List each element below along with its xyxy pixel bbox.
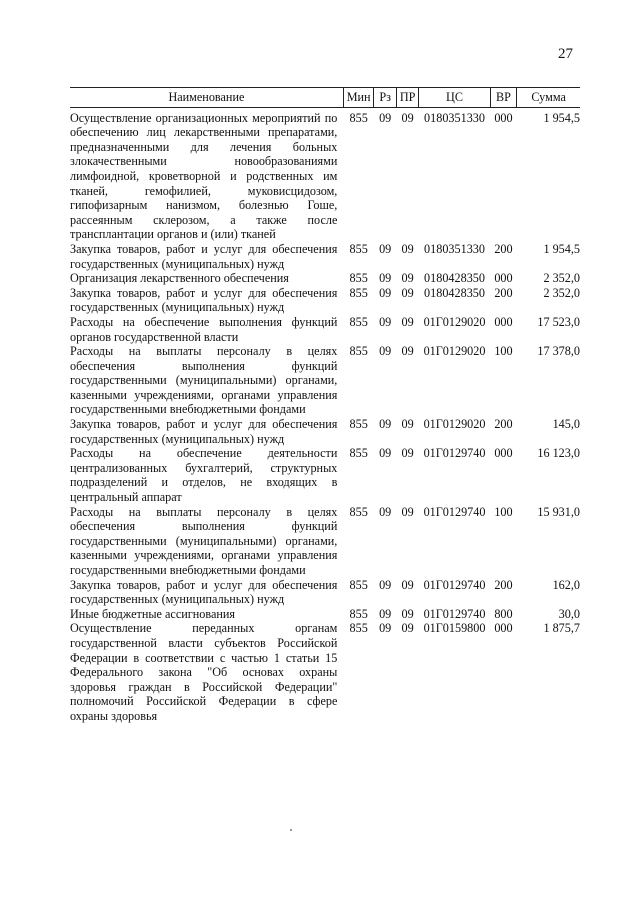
cell-min: 855 bbox=[349, 577, 368, 592]
cell-vr: 100 bbox=[494, 344, 513, 359]
cell-sum: 16 123,0 bbox=[537, 446, 580, 461]
cell-sum: 15 931,0 bbox=[537, 504, 580, 519]
cell-pr: 09 bbox=[401, 606, 414, 621]
cell-sum: 2 352,0 bbox=[543, 271, 580, 286]
cell-vr: 000 bbox=[494, 314, 513, 329]
cell-cs: 0180428350 bbox=[424, 285, 485, 300]
table-row bbox=[70, 446, 580, 504]
cell-sum: 1 954,5 bbox=[543, 110, 580, 125]
table-row bbox=[70, 107, 580, 242]
cell-rz: 09 bbox=[379, 621, 392, 636]
cell-min: 855 bbox=[349, 417, 368, 432]
cell-sum: 145,0 bbox=[552, 417, 580, 432]
cell-name: Расходы на обеспечение выполнения функций органов государственной власти bbox=[70, 314, 338, 344]
cell-pr: 09 bbox=[401, 344, 414, 359]
cell-vr: 200 bbox=[494, 285, 513, 300]
cell-vr: 000 bbox=[494, 110, 513, 125]
table-row bbox=[70, 607, 580, 622]
table-row bbox=[70, 286, 580, 315]
cell-min: 855 bbox=[349, 446, 368, 461]
header-min: Мин bbox=[343, 88, 374, 108]
cell-vr: 100 bbox=[494, 504, 513, 519]
cell-pr: 09 bbox=[401, 621, 414, 636]
cell-name: Закупка товаров, работ и услуг для обеспечения государственных (муниципальных) нужд bbox=[70, 285, 338, 315]
scan-speck bbox=[290, 829, 292, 831]
table-row bbox=[70, 344, 580, 417]
table-header bbox=[70, 88, 580, 108]
cell-sum: 17 378,0 bbox=[537, 344, 580, 359]
cell-sum: 2 352,0 bbox=[543, 285, 580, 300]
cell-name: Осуществление организационных мероприятий по обеспечению лиц лекарственными препаратами, предназначенными для лечения больных злокачественными новообразованиями лимфоидной, кроветворной и родственных им тканей, гемофилией, муковисцидозом, гипофизарным нанизмом, болезнью Гоше, рассеянным склерозом, а также после трансплантации органов и (или) тканей bbox=[70, 110, 338, 242]
cell-vr: 200 bbox=[494, 417, 513, 432]
cell-name: Расходы на выплаты персоналу в целях обеспечения выполнения функций государственными (муниципальными) органами, казенными учреждениями, органами управления государственными внебюджетными фондами bbox=[70, 504, 338, 577]
cell-name: Осуществление переданных органам государственной власти субъектов Российской Федерации в соответствии с частью 1 статьи 15 Федерального закона "Об основах охраны здоровья граждан в Российской Федерации" полномочий Российской Федерации в сфере охраны здоровья bbox=[70, 621, 338, 723]
cell-name: Закупка товаров, работ и услуг для обеспечения государственных (муниципальных) нужд bbox=[70, 417, 338, 446]
cell-min: 855 bbox=[349, 344, 368, 359]
cell-cs: 0180428350 bbox=[424, 271, 485, 286]
cell-pr: 09 bbox=[401, 271, 414, 286]
cell-vr: 000 bbox=[494, 271, 513, 286]
cell-rz: 09 bbox=[379, 271, 392, 286]
cell-cs: 01Г0129740 bbox=[423, 504, 486, 519]
cell-name: Закупка товаров, работ и услуг для обеспечения государственных (муниципальных) нужд bbox=[70, 241, 338, 271]
cell-cs: 01Г0159800 bbox=[423, 621, 486, 636]
cell-pr: 09 bbox=[401, 577, 414, 592]
header-vr: ВР bbox=[490, 88, 517, 108]
cell-cs: 01Г0129020 bbox=[423, 344, 486, 359]
cell-name: Расходы на обеспечение деятельности централизованных бухгалтерий, структурных подразделений и отделов, не входящих в центральный аппарат bbox=[70, 446, 338, 505]
cell-name: Расходы на выплаты персоналу в целях обеспечения выполнения функций государственными (муниципальными) органами, казенными учреждениями, органами управления государственными внебюджетными фондами bbox=[70, 344, 338, 417]
cell-min: 855 bbox=[349, 504, 368, 519]
cell-min: 855 bbox=[349, 241, 368, 256]
cell-sum: 17 523,0 bbox=[537, 314, 580, 329]
cell-sum: 162,0 bbox=[552, 577, 580, 592]
cell-pr: 09 bbox=[401, 446, 414, 461]
cell-vr: 000 bbox=[494, 446, 513, 461]
cell-name: Организация лекарственного обеспечения bbox=[70, 271, 289, 286]
cell-min: 855 bbox=[349, 285, 368, 300]
table-row bbox=[70, 621, 580, 723]
header-cs: ЦС bbox=[419, 88, 490, 108]
table-row bbox=[70, 242, 580, 271]
cell-cs: 01Г0129740 bbox=[423, 577, 486, 592]
table-row bbox=[70, 505, 580, 578]
cell-cs: 0180351330 bbox=[424, 241, 485, 256]
cell-rz: 09 bbox=[379, 577, 392, 592]
cell-rz: 09 bbox=[379, 504, 392, 519]
cell-rz: 09 bbox=[379, 241, 392, 256]
cell-min: 855 bbox=[349, 271, 368, 286]
cell-rz: 09 bbox=[379, 417, 392, 432]
cell-rz: 09 bbox=[379, 285, 392, 300]
table-row bbox=[70, 315, 580, 344]
header-pr: ПР bbox=[396, 88, 418, 108]
cell-vr: 200 bbox=[494, 577, 513, 592]
table-row bbox=[70, 578, 580, 607]
budget-table bbox=[70, 87, 580, 724]
cell-pr: 09 bbox=[401, 285, 414, 300]
cell-min: 855 bbox=[349, 110, 368, 125]
cell-sum: 30,0 bbox=[558, 606, 580, 621]
cell-cs: 01Г0129020 bbox=[423, 417, 486, 432]
cell-pr: 09 bbox=[401, 241, 414, 256]
cell-cs: 01Г0129740 bbox=[423, 606, 486, 621]
cell-name: Иные бюджетные ассигнования bbox=[70, 606, 236, 621]
cell-vr: 000 bbox=[494, 621, 513, 636]
header-name: Наименование bbox=[70, 88, 343, 108]
table-row bbox=[70, 417, 580, 446]
cell-sum: 1 954,5 bbox=[543, 241, 580, 256]
cell-rz: 09 bbox=[379, 344, 392, 359]
table-body bbox=[70, 107, 580, 723]
cell-pr: 09 bbox=[401, 314, 414, 329]
cell-rz: 09 bbox=[379, 446, 392, 461]
cell-rz: 09 bbox=[379, 314, 392, 329]
cell-min: 855 bbox=[349, 621, 368, 636]
cell-cs: 01Г0129740 bbox=[423, 446, 486, 461]
cell-min: 855 bbox=[349, 314, 368, 329]
cell-pr: 09 bbox=[401, 417, 414, 432]
cell-min: 855 bbox=[349, 606, 368, 621]
table-row bbox=[70, 271, 580, 286]
page-number: 27 bbox=[558, 46, 573, 62]
cell-pr: 09 bbox=[401, 504, 414, 519]
header-rz: Рз bbox=[374, 88, 396, 108]
cell-cs: 01Г0129020 bbox=[423, 314, 486, 329]
cell-name: Закупка товаров, работ и услуг для обеспечения государственных (муниципальных) нужд bbox=[70, 577, 338, 607]
cell-cs: 0180351330 bbox=[424, 110, 485, 125]
cell-vr: 200 bbox=[494, 241, 513, 256]
cell-sum: 1 875,7 bbox=[543, 621, 580, 636]
cell-pr: 09 bbox=[401, 110, 414, 125]
cell-rz: 09 bbox=[379, 110, 392, 125]
cell-rz: 09 bbox=[379, 606, 392, 621]
header-sum: Сумма bbox=[517, 88, 580, 108]
cell-vr: 800 bbox=[494, 606, 513, 621]
